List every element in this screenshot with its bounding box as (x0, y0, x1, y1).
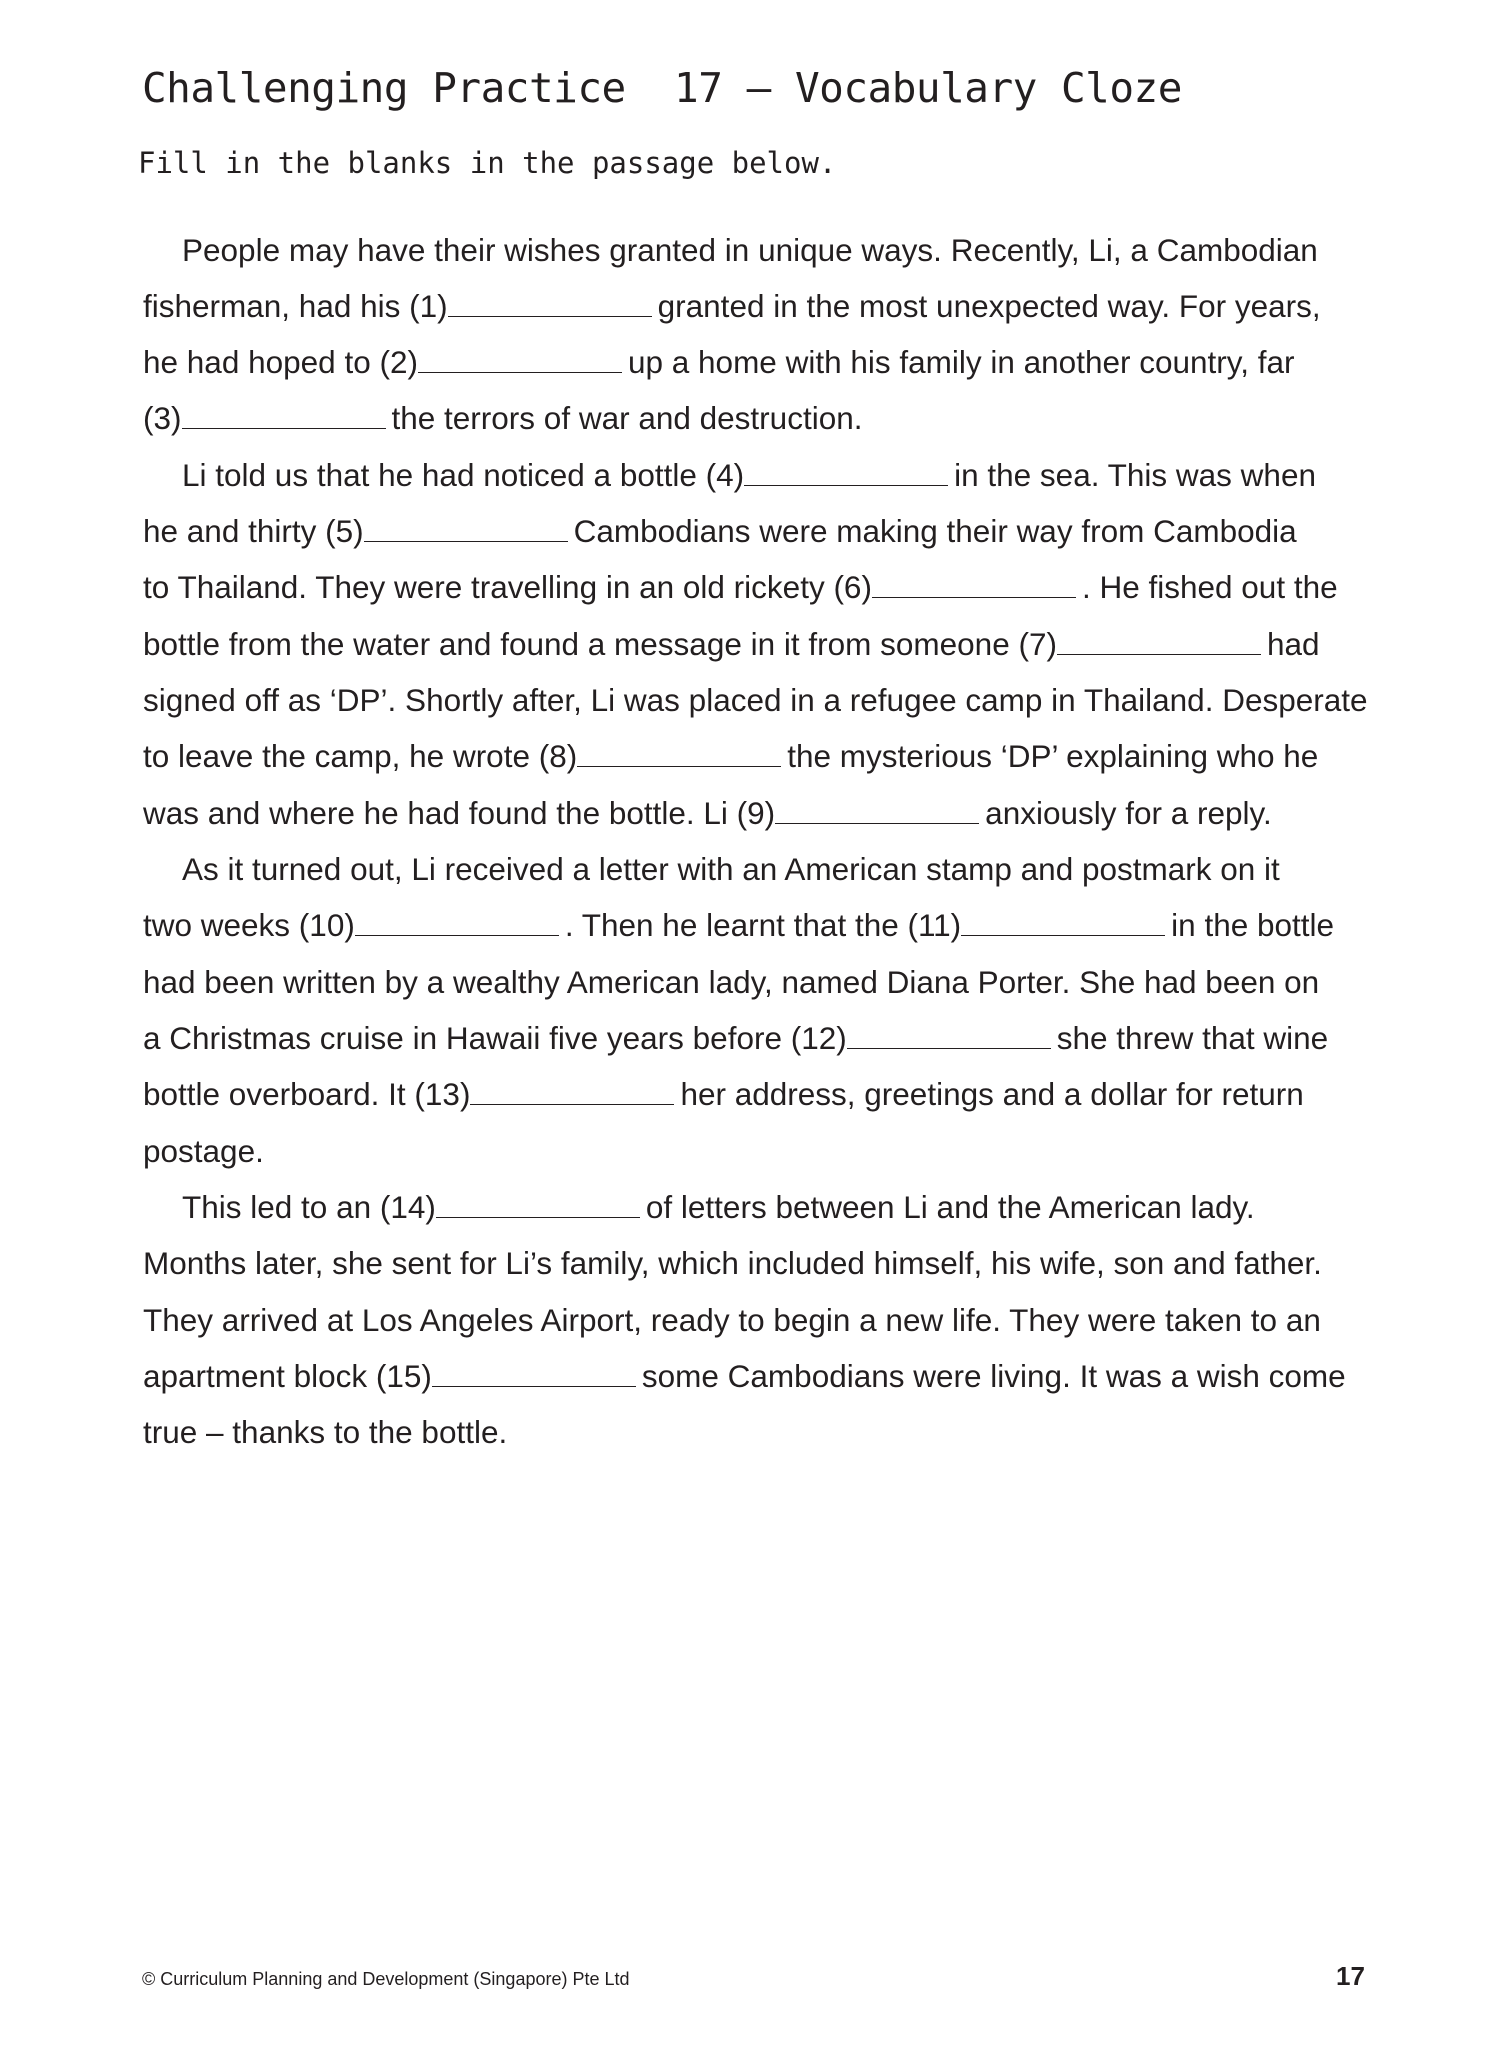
passage-line: (3) the terrors of war and destruction. (143, 400, 863, 436)
blank-2[interactable] (418, 344, 622, 373)
passage-line: signed off as ‘DP’. Shortly after, Li was placed in a refugee camp in Thailand. Desperate (143, 682, 1368, 718)
blank-14[interactable] (436, 1189, 640, 1218)
passage-line: to leave the camp, he wrote (8) the mysterious ‘DP’ explaining who he (143, 738, 1319, 774)
blank-13[interactable] (470, 1076, 674, 1105)
passage-line: had been written by a wealthy American lady, named Diana Porter. She had been on (143, 964, 1320, 1000)
blank-9[interactable] (775, 795, 979, 824)
blank-7[interactable] (1057, 626, 1261, 655)
page-title: Challenging Practice 17 – Vocabulary Cloze (142, 64, 1182, 112)
instructions: Fill in the blanks in the passage below. (138, 146, 837, 180)
blank-3[interactable] (182, 400, 386, 429)
passage-line: he had hoped to (2) up a home with his family in another country, far (143, 344, 1295, 380)
blank-10[interactable] (355, 907, 559, 936)
passage-line: This led to an (14) of letters between Li and the American lady. (182, 1189, 1255, 1225)
passage-line: two weeks (10) . Then he learnt that the (11) in the bottle (143, 907, 1335, 943)
passage-line: They arrived at Los Angeles Airport, ready to begin a new life. They were taken to an (143, 1302, 1321, 1338)
passage-line: true – thanks to the bottle. (143, 1414, 508, 1450)
passage-line: Months later, she sent for Li’s family, which included himself, his wife, son and father. (143, 1245, 1322, 1281)
passage-line: to Thailand. They were travelling in an old rickety (6) . He fished out the (143, 569, 1338, 605)
passage-line: bottle from the water and found a message in it from someone (7) had (143, 626, 1320, 662)
passage-line: fisherman, had his (1) granted in the most unexpected way. For years, (143, 288, 1321, 324)
blank-15[interactable] (432, 1358, 636, 1387)
passage-line: As it turned out, Li received a letter with an American stamp and postmark on it (182, 851, 1280, 887)
passage-line: Li told us that he had noticed a bottle (4) in the sea. This was when (182, 457, 1316, 493)
blank-11[interactable] (961, 907, 1165, 936)
blank-4[interactable] (744, 457, 948, 486)
passage-line: was and where he had found the bottle. Li (9) anxiously for a reply. (143, 795, 1272, 831)
blank-8[interactable] (577, 738, 781, 767)
copyright-footer: © Curriculum Planning and Development (Singapore) Pte Ltd (142, 1969, 630, 1989)
blank-12[interactable] (847, 1020, 1051, 1049)
blank-5[interactable] (364, 513, 568, 542)
passage-line: People may have their wishes granted in unique ways. Recently, Li, a Cambodian (182, 232, 1318, 268)
passage-line: a Christmas cruise in Hawaii five years before (12) she threw that wine (143, 1020, 1329, 1056)
blank-6[interactable] (872, 569, 1076, 598)
passage-line: postage. (143, 1133, 264, 1169)
passage-line: bottle overboard. It (13) her address, greetings and a dollar for return (143, 1076, 1304, 1112)
page-number: 17 (1336, 1961, 1365, 1991)
passage-line: apartment block (15) some Cambodians were living. It was a wish come (143, 1358, 1346, 1394)
blank-1[interactable] (448, 288, 652, 317)
passage-line: he and thirty (5) Cambodians were making their way from Cambodia (143, 513, 1297, 549)
